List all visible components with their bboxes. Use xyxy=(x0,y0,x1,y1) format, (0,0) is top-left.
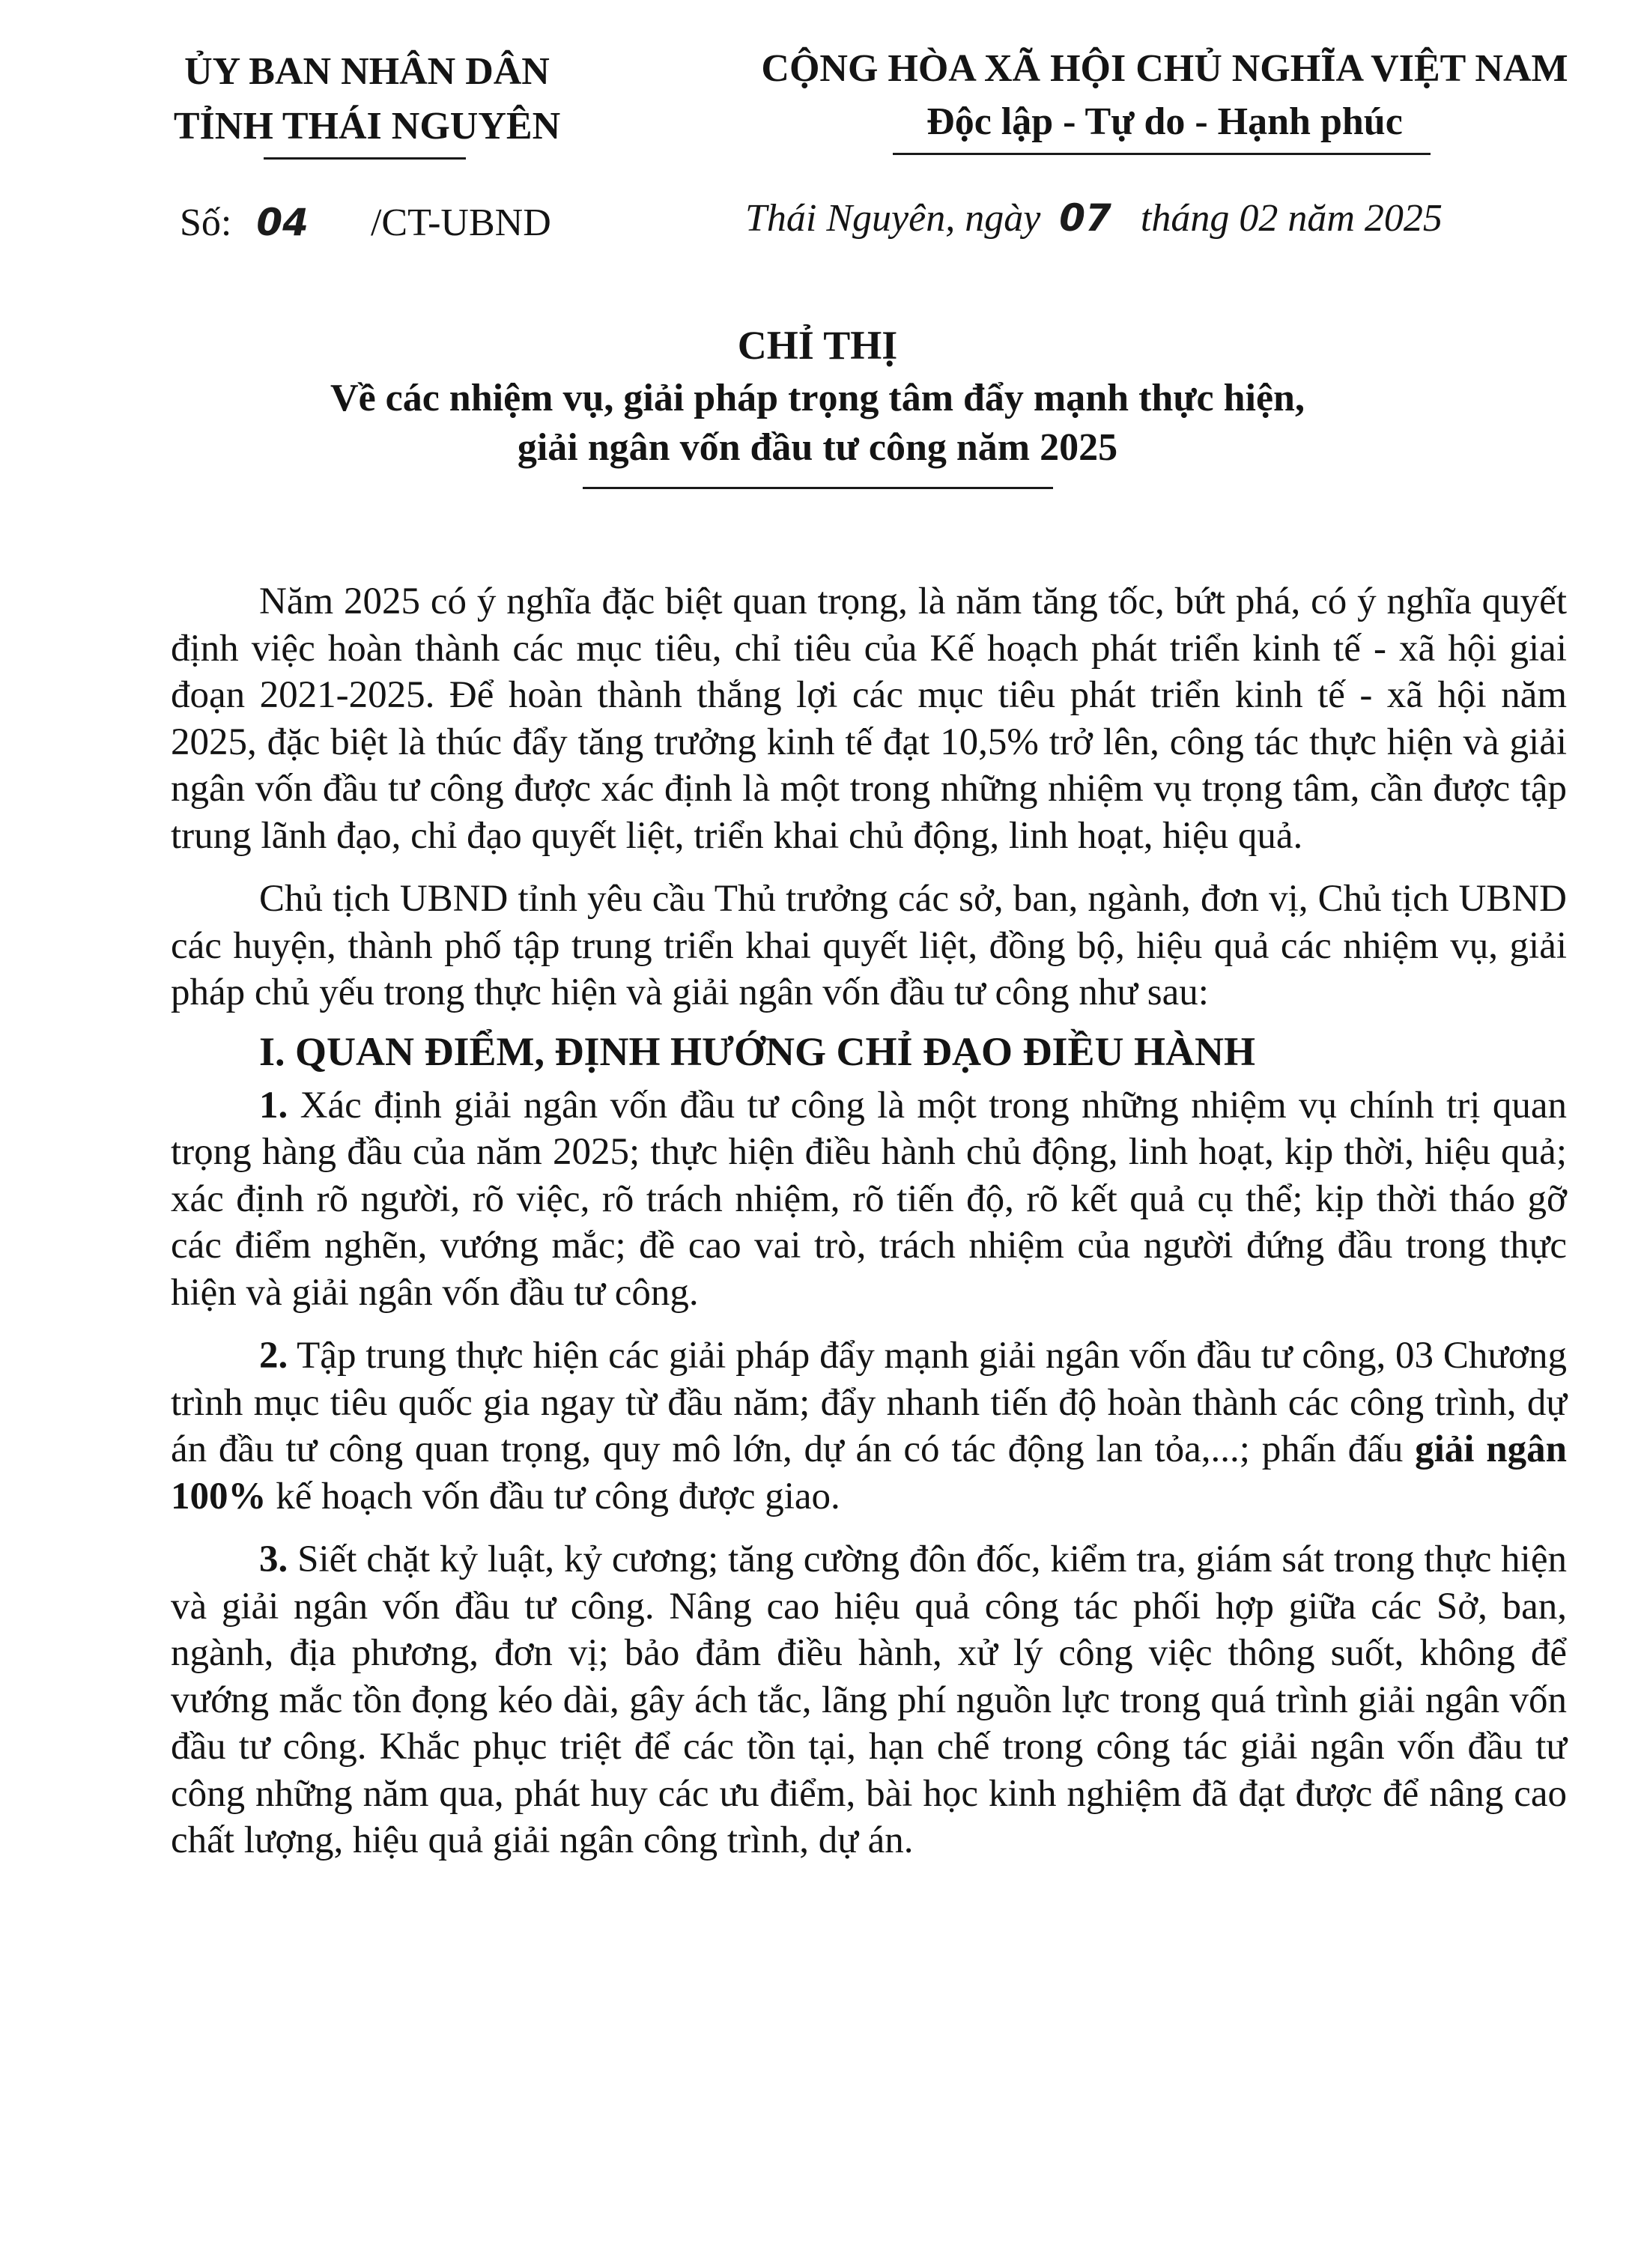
item-3-number: 3. xyxy=(259,1538,288,1580)
number-suffix: /CT-UBND xyxy=(370,201,551,244)
date-place: Thái Nguyên, ngày xyxy=(745,197,1041,240)
issuing-agency-line2: TỈNH THÁI NGUYÊN xyxy=(173,105,561,148)
number-handwritten: 04 xyxy=(256,201,309,244)
item-2-text-a: Tập trung thực hiện các giải pháp đẩy mạnh giải ngân vốn đầu tư công, 03 Chương trình mục tiêu quốc gia ngay từ đầu năm; đẩy nhanh tiến độ hoàn thành các công trình, dự án đầu tư công quan trọng, quy mô lớn, dự án có tác động lan tỏa,...; phấn đấu xyxy=(171,1335,1567,1470)
section-heading-1: I. QUAN ĐIỂM, ĐỊNH HƯỚNG CHỈ ĐẠO ĐIỀU HÀNH xyxy=(259,1028,1256,1074)
request-paragraph: Chủ tịch UBND tỉnh yêu cầu Thủ trưởng các sở, ban, ngành, đơn vị, Chủ tịch UBND các huyện, thành phố tập trung triển khai quyết liệt, đồng bộ, hiệu quả các nhiệm vụ, giải pháp chủ yếu trong thực hiện và giải ngân vốn đầu tư công như sau: xyxy=(171,878,1567,1013)
item-2-emphasis: giải ngân 100% xyxy=(171,1428,1567,1517)
document-subject-line1: Về các nhiệm vụ, giải pháp trọng tâm đẩy mạnh thực hiện, xyxy=(330,377,1305,419)
item-2-number: 2. xyxy=(259,1335,288,1377)
agency-underline xyxy=(264,157,466,160)
title-underline xyxy=(583,487,1053,489)
item-3 xyxy=(171,1536,1567,1864)
item-1-number: 1. xyxy=(259,1084,288,1127)
document-subject-line2: giải ngân vốn đầu tư công năm 2025 xyxy=(517,426,1118,469)
item-2-text-b: kế hoạch vốn đầu tư công được giao. xyxy=(266,1475,840,1517)
national-motto: Độc lập - Tự do - Hạnh phúc xyxy=(926,100,1403,143)
issuing-agency-line1: ỦY BAN NHÂN DÂN xyxy=(184,50,550,93)
day-handwritten: 07 xyxy=(1059,196,1111,240)
document-number xyxy=(180,201,551,244)
item-1-text: Xác định giải ngân vốn đầu tư công là một trong những nhiệm vụ chính trị quan trọng hàng đầu của năm 2025; thực hiện điều hành chủ động, linh hoạt, kịp thời, hiệu quả; xác định rõ người, rõ việc, rõ trách nhiệm, rõ tiến độ, rõ kết quả cụ thể; kịp thời tháo gỡ các điểm nghẽn, vướng mắc; đề cao vai trò, trách nhiệm của người đứng đầu trong thực hiện và giải ngân vốn đầu tư công. xyxy=(171,1084,1567,1314)
date-month-year: tháng 02 năm 2025 xyxy=(1140,197,1443,240)
number-prefix: Số: xyxy=(180,201,232,244)
document-type: CHỈ THỊ xyxy=(737,323,898,368)
intro-paragraph: Năm 2025 có ý nghĩa đặc biệt quan trọng, là năm tăng tốc, bứt phá, có ý nghĩa quyết định việc hoàn thành các mục tiêu, chỉ tiêu của Kế hoạch phát triển kinh tế - xã hội giai đoạn 2021-2025. Để hoàn thành thắng lợi các mục tiêu phát triển kinh tế - xã hội năm 2025, đặc biệt là thúc đẩy tăng trưởng kinh tế đạt 10,5% trở lên, công tác thực hiện và giải ngân vốn đầu tư công được xác định là một trong những nhiệm vụ trọng tâm, cần được tập trung lãnh đạo, chỉ đạo quyết liệt, triển khai chủ động, linh hoạt, hiệu quả. xyxy=(171,580,1567,857)
item-3-text: Siết chặt kỷ luật, kỷ cương; tăng cường đôn đốc, kiểm tra, giám sát trong thực hiện và giải ngân vốn đầu tư công. Nâng cao hiệu quả công tác phối hợp giữa các Sở, ban, ngành, địa phương, đơn vị; bảo đảm điều hành, xử lý công việc thông suốt, không để vướng mắc tồn đọng kéo dài, gây ách tắc, lãng phí nguồn lực trong quá trình giải ngân vốn đầu tư công. Khắc phục triệt để các tồn tại, hạn chế trong công tác giải ngân vốn đầu tư công những năm qua, phát huy các ưu điểm, bài học kinh nghiệm đã đạt được để nâng cao chất lượng, hiệu quả giải ngân công trình, dự án. xyxy=(171,1538,1567,1861)
national-title: CỘNG HÒA XÃ HỘI CHỦ NGHĨA VIỆT NAM xyxy=(761,47,1568,90)
motto-underline xyxy=(893,153,1431,155)
document-body xyxy=(171,578,1567,1864)
date-line xyxy=(745,196,1443,240)
item-1 xyxy=(171,1082,1567,1317)
item-2 xyxy=(171,1332,1567,1520)
